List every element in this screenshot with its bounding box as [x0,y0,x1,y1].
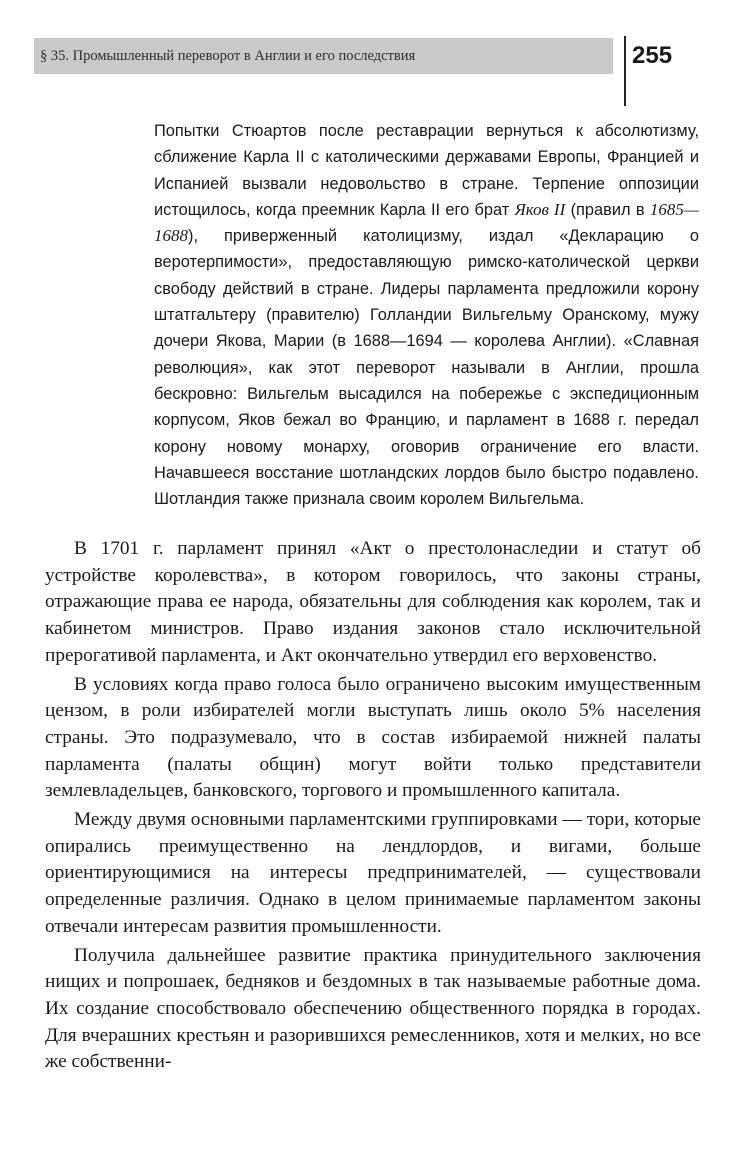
inset-years-italic: 1685—1688 [154,199,699,246]
inset-text-part-3: ), приверженный католицизму, издал «Декларацию о веротерпимости», предоставляющую римско-католической церкви свободу действий в стране. Лидеры парламента предложили корону штатгальтеру (правителю) Голландии Вильгельму Оранскому, мужу дочери Якова, Марии (в 1688—1694 — королева Англии). «Славная революция», как этот переворот называли в Англии, прошла бескровно: Вильгельм высадился на побережье с экспедиционным корпусом, Яков бежал во Францию, и парламент в 1688 г. передал корону новому монарху, оговорив ограничение его власти. Начавшееся восстание шотландских лордов было быстро подавлено. Шотландия также признала своим королем Вильгельма. [154,227,699,509]
page-number: 255 [632,42,673,69]
main-text [45,536,701,1078]
paragraph-voting-census: В условиях когда право голоса было ограничено высоким имущественным цензом, в роли избирателей могли выступать лишь около 5% населения страны. Это подразумевало, что в состав избираемой нижней палаты парламента (палаты общин) могут войти только представители землевладельцев, банковского, торгового и промышленного капитала. [45,673,701,802]
inset-text-block [154,118,699,512]
running-header-title: § 35. Промышленный переворот в Англии и его последствия [40,48,416,64]
paragraph-succession-act: В 1701 г. парламент принял «Акт о престолонаследии и статут об устройстве королевства», в котором говорилось, что законы страны, отражающие права ее народа, обязательны для соблюдения как королем, так и кабинетом министров. Право издания законов стало исключительной прерогативой парламента, и Акт окончательно утвердил его верховенство. [45,538,701,666]
paragraph-tories-whigs: Между двумя основными парламентскими группировками — тори, которые опирались преимущественно на лендлордов, и вигами, больше ориентирующимися на интересы предпринимателей, — существовали определенные различия. Однако в целом принимаемые парламентом законы отвечали интересам развития промышленности. [45,809,701,937]
inset-text-part-1: Попытки Стюартов после реставрации вернуться к абсолютизму, сближение Карла II с католическими державами Европы, Францией и Испанией вызвали недовольство в стране. Терпение оппозиции истощилось, когда преемник Карла II его брат [154,122,699,219]
paragraph-workhouses: Получила дальнейшее развитие практика принудительного заключения нищих и попрошаек, бедняков и бездомных в так называемые работные дома. Их создание способствовало обеспечению общественного порядка в городах. Для вчерашних крестьян и разорившихся ремесленников, хотя и мелких, но все же собственни- [45,944,701,1073]
inset-name-italic: Яков II [514,199,566,219]
inset-paragraph [154,118,699,512]
header-divider [624,36,626,106]
inset-text-part-2: (правил в [565,200,650,219]
